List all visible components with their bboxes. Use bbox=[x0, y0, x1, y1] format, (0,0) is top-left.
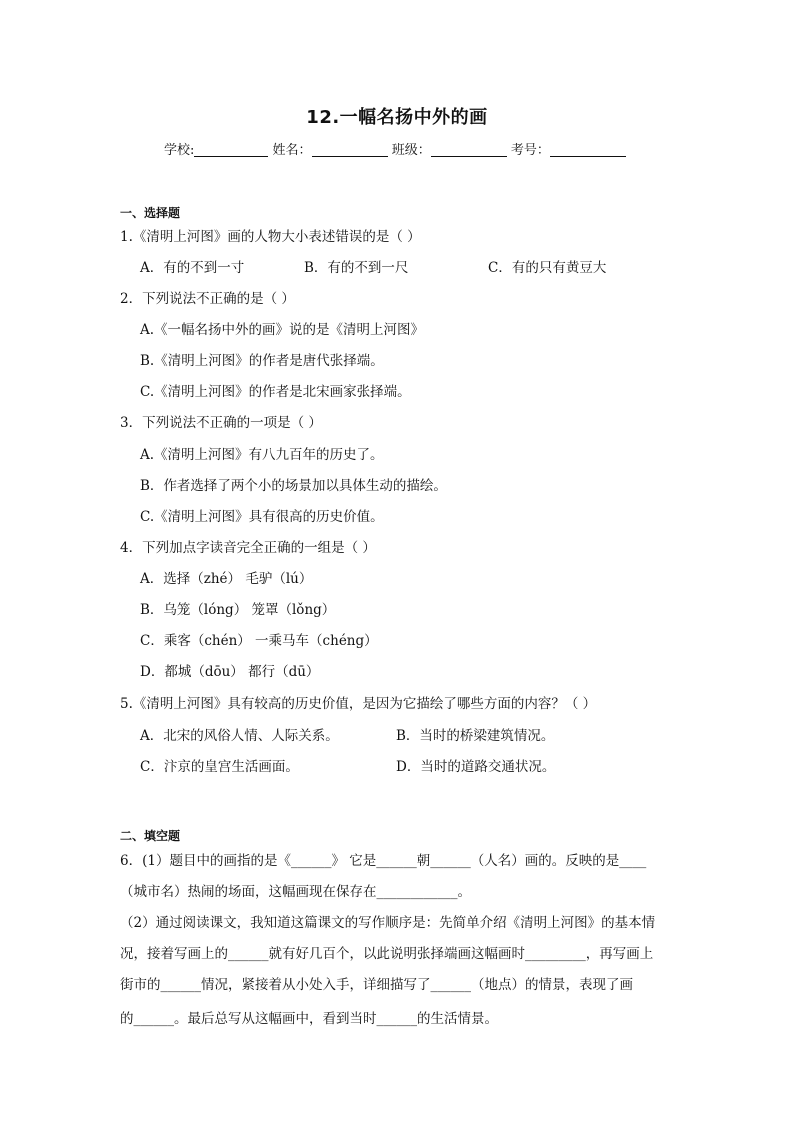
name-label: 姓名： bbox=[272, 143, 312, 158]
question-6-line-6: 的______。最后总写从这幅画中，看到当时______的生活情景。 bbox=[120, 1011, 498, 1027]
student-info-row bbox=[164, 139, 626, 158]
question-6-line-1: 6．(1）题目中的画指的是《______》 它是______朝______（人名）画的。反映的是____ bbox=[120, 853, 647, 869]
question-4-stem: 4．下列加点字读音完全正确的一组是（ ） bbox=[120, 540, 376, 556]
question-5-option-b[interactable]: B．当时的桥梁建筑情况。 bbox=[396, 728, 555, 744]
school-blank[interactable] bbox=[194, 142, 268, 157]
school-label: 学校: bbox=[164, 143, 195, 158]
question-6-line-2: （城市名）热闹的场面，这幅画现在保存在____________。 bbox=[120, 884, 471, 900]
class-blank[interactable] bbox=[431, 142, 507, 157]
question-2-option-c[interactable]: C.《清明上河图》的作者是北宋画家张择端。 bbox=[140, 384, 411, 400]
page-title: 12.一幅名扬中外的画 bbox=[306, 107, 488, 128]
class-label: 班级： bbox=[391, 143, 431, 158]
question-6-line-3: （2）通过阅读课文，我知道这篇课文的写作顺序是：先简单介绍《清明上河图》的基本情 bbox=[120, 915, 656, 931]
question-1-option-a[interactable]: A．有的不到一寸 bbox=[140, 260, 245, 276]
question-4-option-a[interactable]: A．选择（zhé） 毛驴（lú） bbox=[140, 571, 313, 587]
question-2-option-b[interactable]: B.《清明上河图》的作者是唐代张择端。 bbox=[140, 353, 384, 369]
question-3-option-b[interactable]: B．作者选择了两个小的场景加以具体生动的描绘。 bbox=[140, 478, 447, 494]
question-3-option-c[interactable]: C.《清明上河图》具有很高的历史价值。 bbox=[140, 509, 384, 525]
name-blank[interactable] bbox=[312, 142, 388, 157]
question-6-line-4: 况，接着写画上的______就有好几百个，以此说明张择端画这幅画时_________，再写画上 bbox=[120, 946, 654, 962]
question-5-option-a[interactable]: A．北宋的风俗人情、人际关系。 bbox=[140, 728, 339, 744]
question-5-option-d[interactable]: D．当时的道路交通状况。 bbox=[396, 759, 556, 775]
question-3-option-a[interactable]: A.《清明上河图》有八九百年的历史了。 bbox=[140, 447, 384, 463]
question-4-option-b[interactable]: B．乌笼（lóng） 笼罩（lǒng） bbox=[140, 602, 336, 618]
question-5-stem: 5.《清明上河图》具有较高的历史价值，是因为它描绘了哪些方面的内容？（ ） bbox=[120, 696, 597, 712]
question-5-option-c[interactable]: C．汴京的皇宫生活画面。 bbox=[140, 759, 299, 775]
section-heading-fill-in: 二、填空题 bbox=[120, 829, 181, 843]
question-1-stem: 1.《清明上河图》画的人物大小表述错误的是（ ） bbox=[120, 229, 421, 245]
question-1-option-c[interactable]: C．有的只有黄豆大 bbox=[488, 260, 607, 276]
exam-no-label: 考号： bbox=[510, 143, 550, 158]
question-4-option-c[interactable]: C．乘客（chén） 一乘马车（chéng） bbox=[140, 633, 378, 649]
question-6-line-5: 街市的______情况，紧接着从小处入手，详细描写了______（地点）的情景，表现了画 bbox=[120, 977, 633, 993]
section-heading-choice: 一、选择题 bbox=[120, 206, 181, 220]
question-2-option-a[interactable]: A.《一幅名扬中外的画》说的是《清明上河图》 bbox=[140, 322, 425, 338]
question-1-option-b[interactable]: B．有的不到一尺 bbox=[304, 260, 409, 276]
question-3-stem: 3．下列说法不正确的一项是（ ） bbox=[120, 415, 322, 431]
question-4-option-d[interactable]: D．都城（dōu） 都行（dū） bbox=[140, 664, 320, 680]
exam-no-blank[interactable] bbox=[550, 142, 626, 157]
question-2-stem: 2．下列说法不正确的是（ ） bbox=[120, 291, 295, 307]
